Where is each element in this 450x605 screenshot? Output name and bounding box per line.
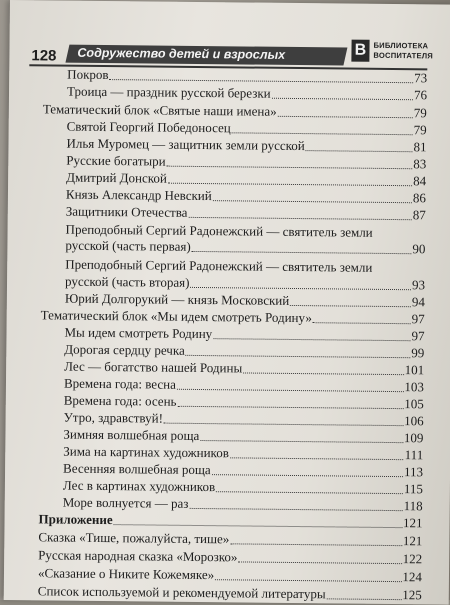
toc-entry: [67, 84, 427, 104]
toc-entry-title: Русские богатыри: [66, 152, 166, 169]
leader-dots: [230, 457, 404, 460]
toc-entry: [38, 583, 422, 603]
toc-entry-page: 113: [403, 464, 424, 480]
toc-entry-title: Сказка «Тише, пожалуйста, тише»: [38, 529, 230, 547]
running-header: [29, 34, 434, 68]
toc-entry: [38, 565, 422, 585]
toc-entry-title: Дорогая сердцу речка: [64, 341, 185, 358]
leader-dots: [110, 79, 414, 83]
leader-dots: [243, 372, 403, 375]
leader-dots: [164, 423, 403, 427]
toc-entry-page: 121: [402, 533, 423, 549]
leader-dots: [290, 305, 411, 307]
leader-dots: [213, 200, 412, 203]
toc-entry-title: Святой Георгий Победоносец: [66, 118, 231, 136]
leader-dots: [215, 579, 401, 582]
leader-dots: [188, 217, 411, 220]
toc-entry-title-line: Преподобный Сергий Радонежский — святитель земли: [65, 221, 373, 240]
toc-entry-page: 76: [413, 87, 428, 103]
toc-entry-title: Список используемой и рекомендуемой литературы: [37, 583, 326, 602]
toc-entry-title: Тематический блок «Мы идем смотреть Родину»: [40, 307, 312, 326]
running-title: Содружество детей и взрослых: [77, 45, 286, 62]
toc-entry-title: Времена года: весна: [63, 375, 177, 392]
series-name-line2: ВОСПИТАТЕЛЯ: [373, 50, 434, 61]
toc-entry: [66, 204, 426, 224]
toc-entry-title: Тематический блок «Святые наши имена»: [42, 101, 277, 119]
leader-dots: [177, 406, 403, 409]
leader-dots: [186, 355, 411, 358]
leader-dots: [313, 322, 411, 324]
toc-entry-page: 83: [413, 156, 427, 172]
toc-entry-page: 122: [402, 551, 423, 567]
toc-entry-page: 105: [404, 396, 424, 412]
toc-entry-title: Зима на картинах художников: [63, 443, 229, 461]
toc-entry-page: 73: [414, 70, 428, 86]
toc-entry-page: 103: [404, 379, 425, 395]
toc-entry-page: 86: [412, 190, 427, 206]
toc-entry-page: 79: [413, 105, 427, 121]
leader-dots: [232, 132, 413, 135]
toc-entry-title: Князь Александр Невский: [65, 186, 212, 204]
series-logo-icon: В: [351, 40, 369, 62]
toc-entry-page: 118: [403, 498, 423, 514]
leader-dots: [190, 287, 411, 290]
toc-entry-page: 94: [411, 294, 425, 310]
toc-entry: [65, 238, 425, 258]
leader-dots: [192, 251, 412, 254]
toc-entry-title: Утро, здравствуй!: [63, 409, 164, 426]
toc-entry-title: русской (часть первая): [65, 237, 191, 254]
toc-entry-title-line: Преподобный Сергий Радонежский — святитель земли: [65, 256, 373, 275]
leader-dots: [238, 561, 401, 564]
series-name-line1: БИБЛИОТЕКА: [373, 40, 429, 51]
leader-dots: [168, 183, 412, 187]
toc-section-heading: [38, 511, 422, 531]
toc-entry-title: Русская народная сказка «Морозко»: [38, 547, 238, 565]
toc-entry-page: 109: [403, 430, 424, 446]
toc-entry-page: 115: [403, 481, 423, 497]
leader-dots: [230, 543, 402, 546]
page-number: 128: [31, 47, 57, 65]
toc-entry-page: 93: [411, 277, 426, 293]
book-page: [4, 0, 450, 605]
toc-entry-title: Весенняя волшебная роща: [63, 460, 211, 478]
leader-dots: [212, 474, 403, 477]
leader-dots: [213, 338, 410, 341]
toc-entry: [38, 547, 422, 567]
toc-entry-page: 79: [413, 122, 427, 138]
toc-entry-title: Море волнуется — раз: [62, 494, 189, 511]
toc-entry-page: 87: [412, 207, 426, 223]
toc-entry-page: 124: [402, 569, 423, 585]
toc-entry-page: 84: [413, 173, 427, 189]
leader-dots: [278, 116, 413, 118]
toc-entry-title: Мы идем смотреть Родину: [64, 324, 213, 342]
leader-dots: [306, 150, 413, 152]
toc-entry-page: 97: [411, 311, 425, 327]
toc-entry-page: 90: [412, 241, 426, 257]
toc-entry-title: Покров: [67, 66, 109, 83]
toc-entry: [38, 529, 422, 549]
leader-dots: [114, 524, 402, 528]
toc-entry-title: Зимняя волшебная роща: [63, 426, 200, 444]
leader-dots: [272, 98, 413, 100]
toc-entry-title: «Сказание о Никите Кожемяке»: [37, 565, 215, 583]
toc-entry-page: 99: [411, 345, 425, 361]
toc-entry-title: Троица — праздник русской березки: [66, 83, 271, 101]
toc-entry-page: 81: [413, 139, 427, 155]
toc-entry-title: Лес — богатство нашей Родины: [64, 358, 243, 376]
leader-dots: [177, 389, 404, 392]
toc-entry-page: 125: [402, 587, 422, 603]
leader-dots: [189, 508, 402, 511]
toc-entry-title: Приложение: [38, 511, 113, 528]
leader-dots: [200, 440, 403, 443]
toc-entry-title: Илья Муромец — защитник земли русской: [66, 135, 305, 154]
toc-entry-title: Лес в картинах художников: [62, 477, 216, 495]
toc-entry-title: Юрий Долгорукий — князь Московский: [64, 290, 290, 308]
toc-entry-page: 101: [404, 362, 425, 378]
leader-dots: [216, 491, 403, 494]
leader-dots: [167, 166, 413, 170]
toc-entry-title: Времена года: осень: [63, 392, 177, 409]
toc-entry-title: Дмитрий Донской: [66, 169, 167, 186]
toc-entry-page: 106: [404, 413, 424, 429]
toc-entry-title: Защитники Отечества: [65, 203, 188, 220]
toc-entry-title: русской (часть вторая): [64, 273, 190, 290]
toc-entry-page: 121: [402, 515, 423, 531]
toc-entry-page: 111: [404, 447, 424, 463]
toc-entry-page: 97: [411, 328, 425, 344]
